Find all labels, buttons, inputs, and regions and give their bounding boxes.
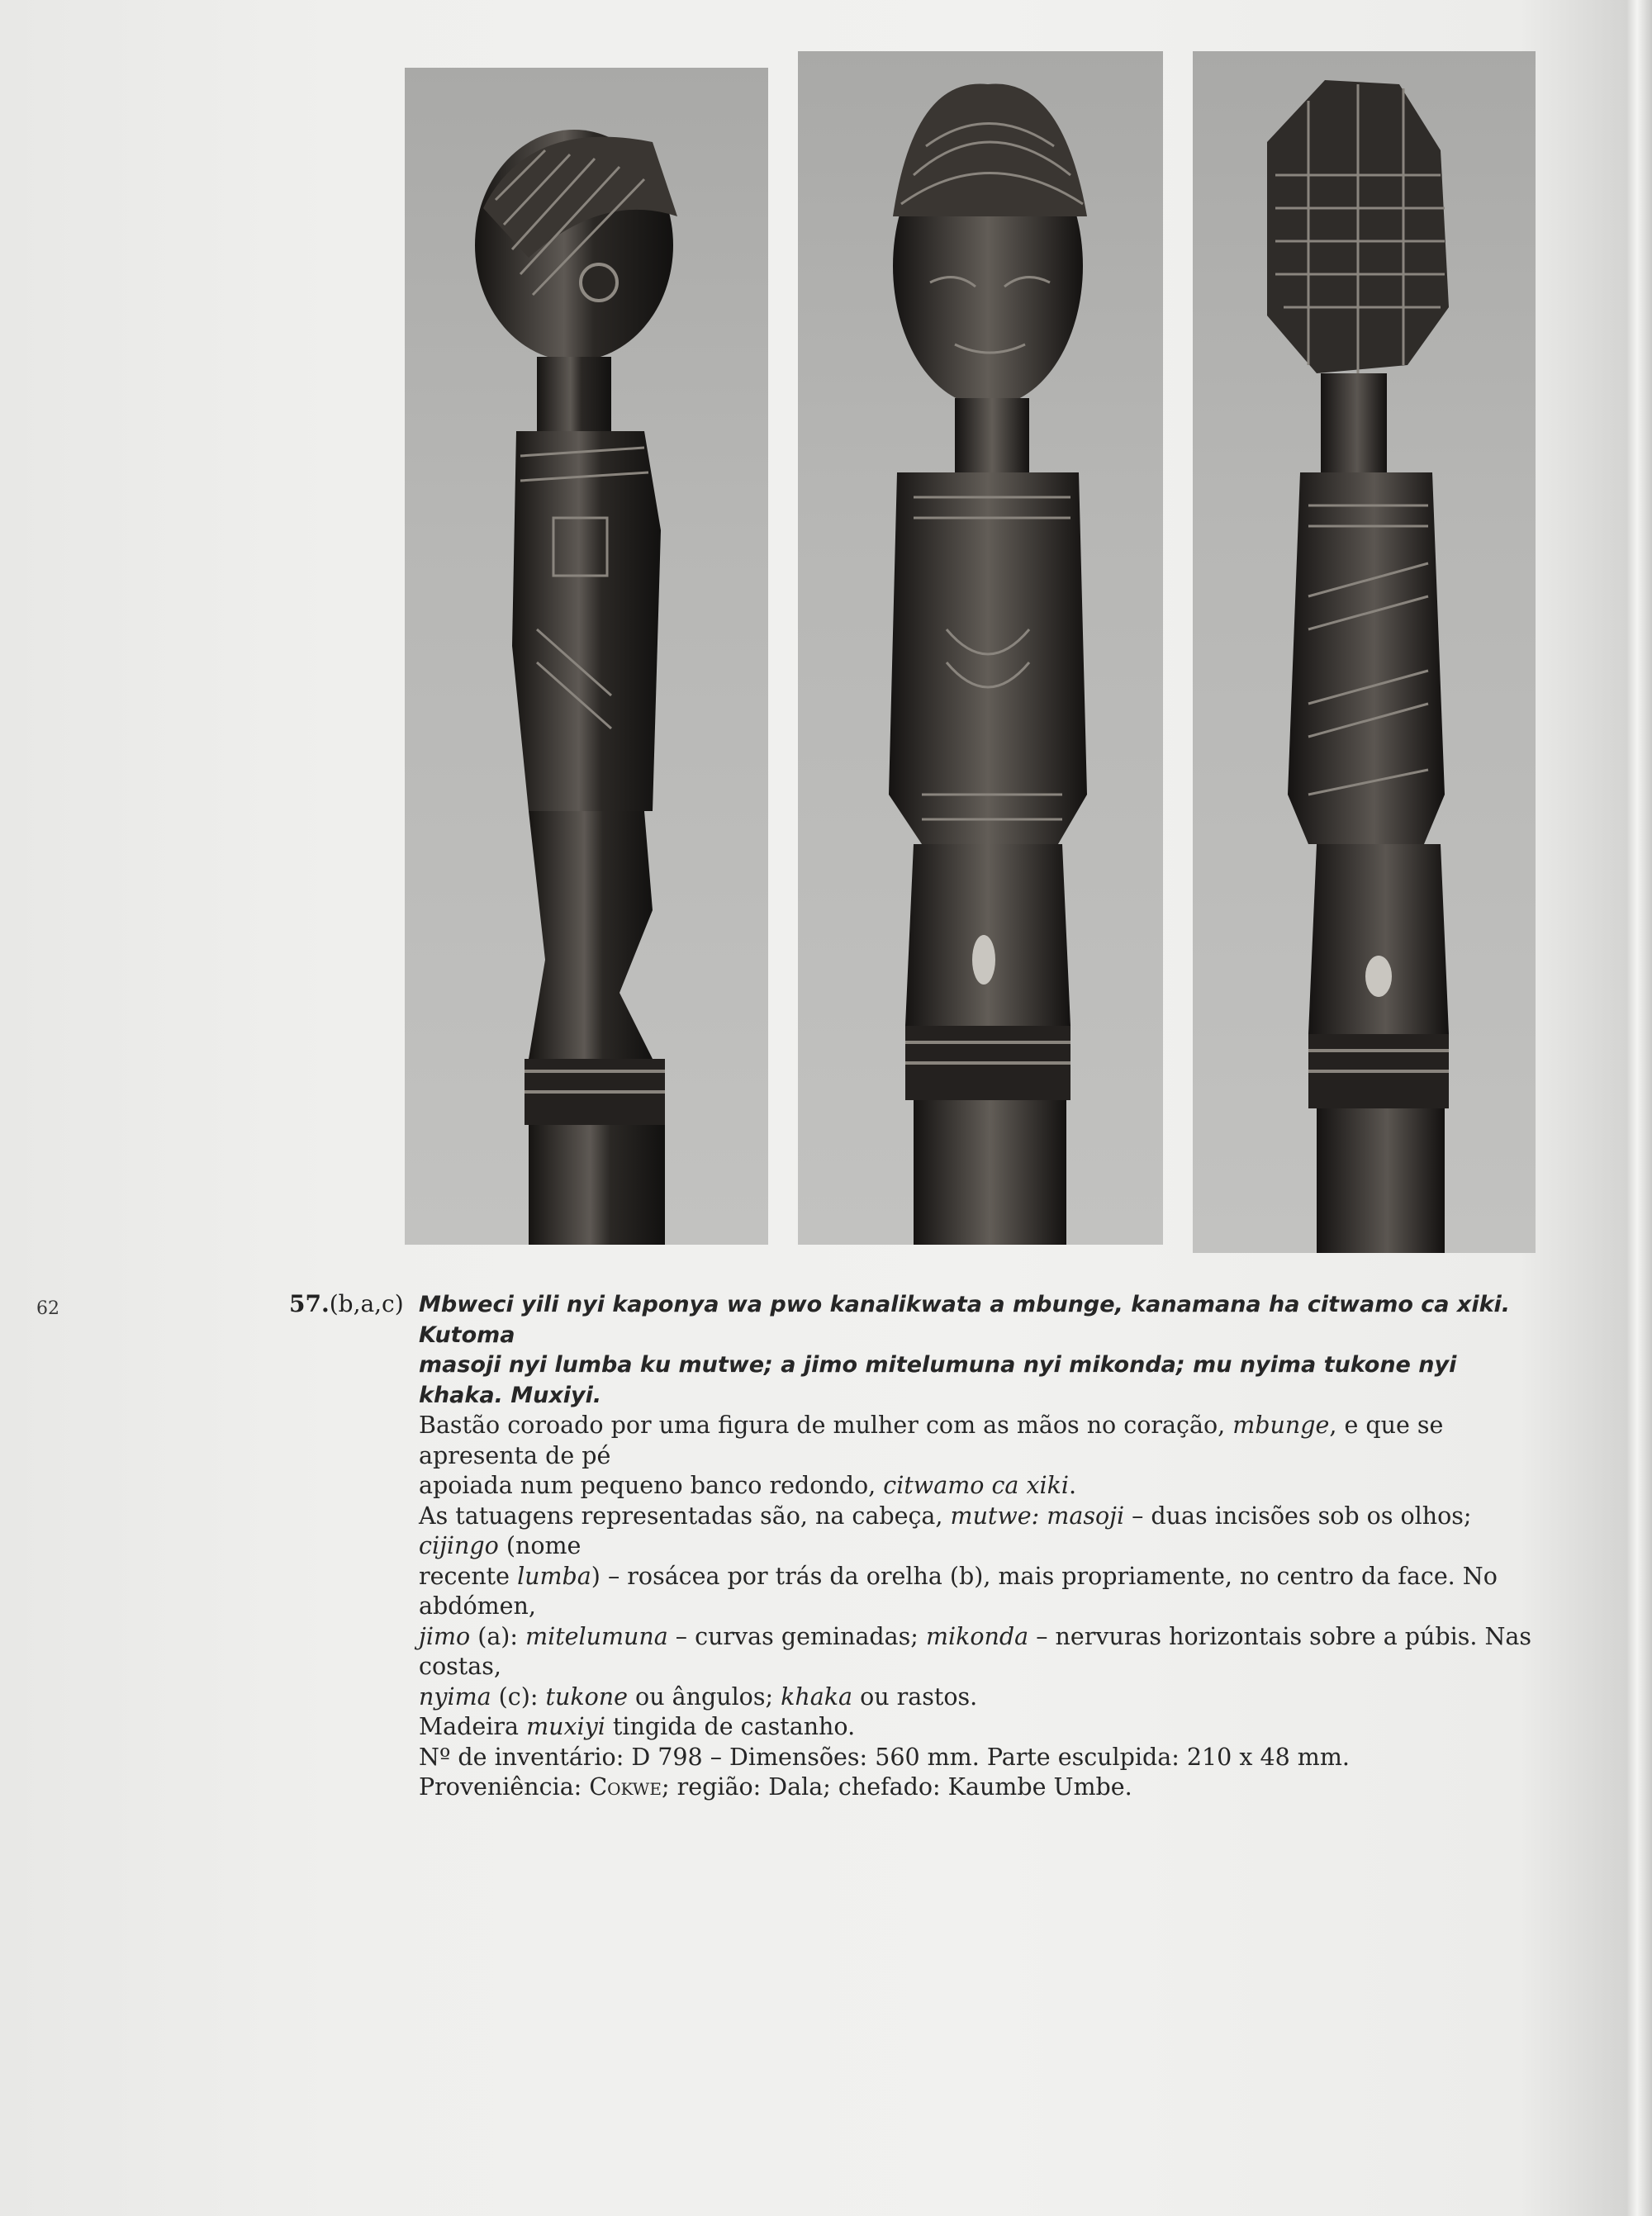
page-edge bbox=[1627, 0, 1652, 2216]
tattoo-line-3: jimo (a): mitelumuna – curvas geminadas; mikonda – nervuras horizontais sobre a púbis. Nas costas, bbox=[419, 1622, 1532, 1680]
figure-photo-front-view bbox=[798, 51, 1163, 1245]
figure-photo-back-view bbox=[1193, 51, 1536, 1253]
figure-side-image bbox=[405, 68, 768, 1245]
entry-title-line-1: Mbweci yili nyi kaponya wa pwo kanalikwata a mbunge, kanamana ha citwamo ca xiki. Kutoma bbox=[419, 1292, 1511, 1348]
tattoo-line-2: recente lumba) – rosácea por trás da orelha (b), mais propriamente, no centro da face. No abdómen, bbox=[419, 1562, 1498, 1620]
page-number: 62 bbox=[36, 1298, 59, 1319]
inventory-line: Nº de inventário: D 798 – Dimensões: 560 mm. Parte esculpida: 210 x 48 mm. bbox=[419, 1743, 1350, 1771]
description-line-1: Bastão coroado por uma figura de mulher com as mãos no coração, mbunge, e que se apresenta de pé bbox=[419, 1412, 1444, 1469]
entry-views: (b,a,c) bbox=[329, 1290, 404, 1317]
provenance-line: Proveniência: Cokwe; região: Dala; chefado: Kaumbe Umbe. bbox=[419, 1773, 1132, 1801]
tattoo-line-4: nyima (c): tukone ou ângulos; khaka ou rastos. bbox=[419, 1682, 978, 1711]
figure-photo-side-view bbox=[405, 68, 768, 1245]
material-line: Madeira muxiyi tingida de castanho. bbox=[419, 1713, 856, 1740]
entry-title-line-2: masoji nyi lumba ku mutwe; a jimo mitelumuna nyi mikonda; mu nyima tukone nyi khaka. Muxiyi. bbox=[419, 1352, 1457, 1408]
tattoo-line-1: As tatuagens representadas são, na cabeça, mutwe: masoji – duas incisões sob os olhos; cijingo (nome bbox=[419, 1502, 1472, 1559]
entry-number-value: 57. bbox=[289, 1290, 330, 1317]
figure-back-image bbox=[1193, 51, 1536, 1253]
catalog-entry bbox=[419, 1290, 1542, 1803]
entry-number bbox=[289, 1290, 404, 1317]
description-line-2: apoiada num pequeno banco redondo, citwamo ca xiki. bbox=[419, 1472, 1077, 1499]
figure-front-image bbox=[798, 51, 1163, 1245]
